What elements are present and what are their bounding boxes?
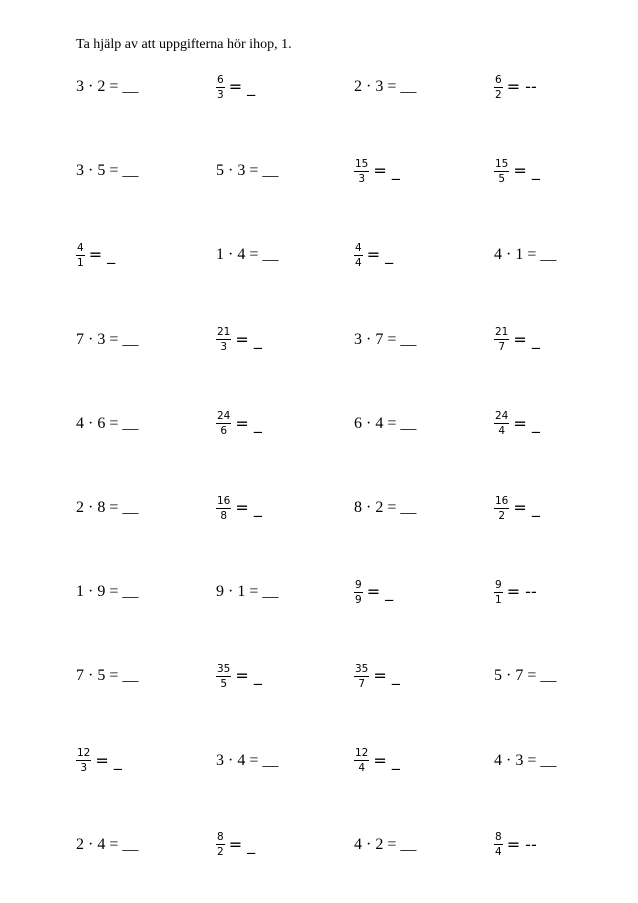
fraction: [354, 579, 363, 606]
division-exercise: [216, 404, 262, 444]
fraction-denominator: 2: [498, 509, 506, 522]
fraction: [494, 495, 509, 522]
multiplication-exercise: [354, 320, 416, 360]
multiplication-text: 3 · 7 = __: [354, 330, 417, 348]
fraction-numerator: 8: [495, 831, 502, 844]
fraction: [76, 747, 91, 774]
exercise-row: [76, 741, 596, 781]
division-exercise: [354, 656, 400, 696]
fraction-denominator: 8: [220, 509, 228, 522]
fraction-numerator: 24: [217, 410, 231, 423]
fraction: [354, 663, 369, 690]
fraction-numerator: 21: [217, 326, 231, 339]
division-exercise: [494, 151, 540, 191]
division-exercise: [216, 67, 255, 107]
fraction: [216, 663, 231, 690]
multiplication-text: 1 · 9 = __: [76, 583, 139, 601]
multiplication-text: 2 · 4 = __: [76, 835, 139, 853]
division-exercise: [494, 67, 537, 107]
division-exercise: [494, 572, 537, 612]
fraction-numerator: 21: [495, 326, 509, 339]
answer-blank: = _: [513, 161, 540, 181]
exercise-row: [76, 235, 596, 275]
fraction-denominator: 1: [77, 256, 84, 269]
fraction-denominator: 3: [80, 762, 88, 775]
answer-blank: = _: [228, 77, 256, 96]
fraction-numerator: 16: [495, 494, 509, 507]
exercise-row: [76, 67, 596, 107]
division-exercise: [216, 825, 255, 865]
fraction-denominator: 7: [358, 677, 366, 690]
exercise-row: [76, 320, 596, 360]
multiplication-text: 5 · 7 = __: [494, 667, 557, 685]
fraction: [354, 242, 363, 269]
division-exercise: [354, 151, 400, 191]
fraction: [354, 747, 369, 774]
fraction: [494, 326, 509, 353]
fraction: [216, 74, 225, 101]
division-exercise: [494, 825, 537, 865]
fraction-denominator: 2: [495, 88, 502, 101]
fraction-numerator: 4: [355, 241, 362, 254]
division-exercise: [216, 656, 262, 696]
division-exercise: [216, 488, 262, 528]
fraction-denominator: 4: [498, 425, 506, 438]
exercise-row: [76, 825, 596, 865]
multiplication-text: 1 · 4 = __: [216, 246, 279, 264]
fraction-denominator: 3: [358, 172, 366, 185]
multiplication-exercise: [76, 151, 138, 191]
fraction-numerator: 15: [495, 157, 509, 170]
multiplication-exercise: [354, 488, 416, 528]
answer-blank: = _: [235, 666, 262, 686]
multiplication-exercise: [216, 235, 278, 275]
fraction-denominator: 3: [220, 341, 228, 354]
fraction: [216, 410, 231, 437]
fraction-numerator: 24: [495, 410, 509, 423]
answer-blank: = _: [373, 666, 400, 686]
multiplication-exercise: [494, 741, 556, 781]
answer-blank: = _: [235, 329, 262, 349]
multiplication-text: 8 · 2 = __: [354, 499, 417, 516]
worksheet-title: Ta hjälp av att uppgifterna hör ihop, 1.: [76, 37, 292, 52]
multiplication-text: 2 · 3 = __: [354, 78, 417, 95]
fraction-denominator: 4: [358, 762, 366, 775]
exercise-row: [76, 572, 596, 612]
multiplication-exercise: [76, 67, 138, 107]
fraction-numerator: 35: [217, 662, 231, 675]
fraction-denominator: 5: [498, 172, 506, 185]
multiplication-exercise: [354, 404, 416, 444]
division-exercise: [354, 572, 393, 612]
answer-blank: = _: [366, 582, 394, 602]
exercise-row: [76, 151, 596, 191]
fraction-numerator: 8: [217, 831, 224, 844]
multiplication-exercise: [216, 151, 278, 191]
fraction-numerator: 4: [77, 241, 84, 254]
fraction: [494, 74, 503, 101]
multiplication-exercise: [494, 656, 556, 696]
multiplication-exercise: [494, 235, 556, 275]
division-exercise: [216, 320, 262, 360]
fraction-numerator: 6: [217, 73, 224, 86]
multiplication-exercise: [76, 404, 138, 444]
fraction: [494, 410, 509, 437]
multiplication-text: 4 · 2 = __: [354, 835, 417, 853]
fraction: [494, 579, 503, 606]
multiplication-text: 7 · 5 = __: [76, 667, 139, 685]
division-exercise: [354, 741, 400, 781]
multiplication-text: 2 · 8 = __: [76, 499, 139, 516]
multiplication-exercise: [76, 572, 138, 612]
multiplication-text: 4 · 6 = __: [76, 414, 139, 432]
fraction-numerator: 6: [495, 73, 502, 86]
answer-blank: = _: [228, 834, 256, 854]
exercise-row: [76, 404, 596, 444]
multiplication-exercise: [76, 825, 138, 865]
multiplication-exercise: [216, 572, 278, 612]
division-exercise: [76, 235, 115, 275]
fraction-denominator: 7: [498, 341, 506, 354]
multiplication-exercise: [76, 656, 138, 696]
answer-blank: = _: [513, 329, 540, 349]
multiplication-text: 3 · 2 = __: [76, 78, 139, 95]
fraction-denominator: 1: [495, 593, 502, 606]
division-exercise: [494, 404, 540, 444]
multiplication-exercise: [354, 825, 416, 865]
fraction-numerator: 12: [77, 747, 91, 760]
multiplication-exercise: [354, 67, 416, 107]
fraction-denominator: 5: [220, 677, 228, 690]
answer-blank: = _: [235, 413, 262, 433]
multiplication-text: 4 · 3 = __: [494, 751, 557, 769]
fraction-numerator: 9: [495, 578, 502, 591]
fraction-denominator: 4: [495, 846, 502, 859]
multiplication-text: 5 · 3 = __: [216, 162, 279, 180]
division-exercise: [494, 488, 540, 528]
fraction-denominator: 2: [217, 846, 224, 859]
fraction: [216, 326, 231, 353]
answer-blank: = _: [366, 245, 394, 265]
exercise-row: [76, 656, 596, 696]
multiplication-text: 9 · 1 = __: [216, 583, 279, 601]
multiplication-exercise: [76, 488, 138, 528]
fraction-denominator: 9: [355, 593, 362, 606]
fraction: [494, 831, 503, 858]
multiplication-text: 7 · 3 = __: [76, 330, 139, 348]
fraction-numerator: 12: [355, 747, 369, 760]
multiplication-text: 3 · 5 = __: [76, 162, 139, 180]
answer-blank: = _: [88, 245, 116, 265]
answer-blank: = _: [513, 413, 540, 433]
answer-blank: = _: [513, 498, 540, 517]
answer-blank: = --: [506, 582, 537, 602]
fraction-numerator: 9: [355, 578, 362, 591]
multiplication-exercise: [216, 741, 278, 781]
fraction: [494, 158, 509, 185]
answer-blank: = --: [506, 834, 537, 854]
fraction-numerator: 16: [217, 494, 231, 507]
fraction: [76, 242, 85, 269]
fraction-denominator: 4: [355, 256, 362, 269]
division-exercise: [354, 235, 393, 275]
fraction-denominator: 6: [220, 425, 228, 438]
fraction: [216, 831, 225, 858]
multiplication-text: 4 · 1 = __: [494, 246, 557, 264]
answer-blank: = _: [373, 161, 400, 181]
answer-blank: = --: [506, 77, 537, 96]
exercise-row: [76, 488, 596, 528]
answer-blank: = _: [373, 750, 400, 770]
fraction-denominator: 3: [217, 88, 224, 101]
answer-blank: = _: [235, 498, 262, 517]
fraction: [216, 495, 231, 522]
fraction-numerator: 35: [355, 662, 369, 675]
fraction: [354, 158, 369, 185]
multiplication-text: 6 · 4 = __: [354, 414, 417, 432]
multiplication-text: 3 · 4 = __: [216, 751, 279, 769]
multiplication-exercise: [76, 320, 138, 360]
answer-blank: = _: [95, 750, 122, 770]
division-exercise: [76, 741, 122, 781]
division-exercise: [494, 320, 540, 360]
fraction-numerator: 15: [355, 157, 369, 170]
